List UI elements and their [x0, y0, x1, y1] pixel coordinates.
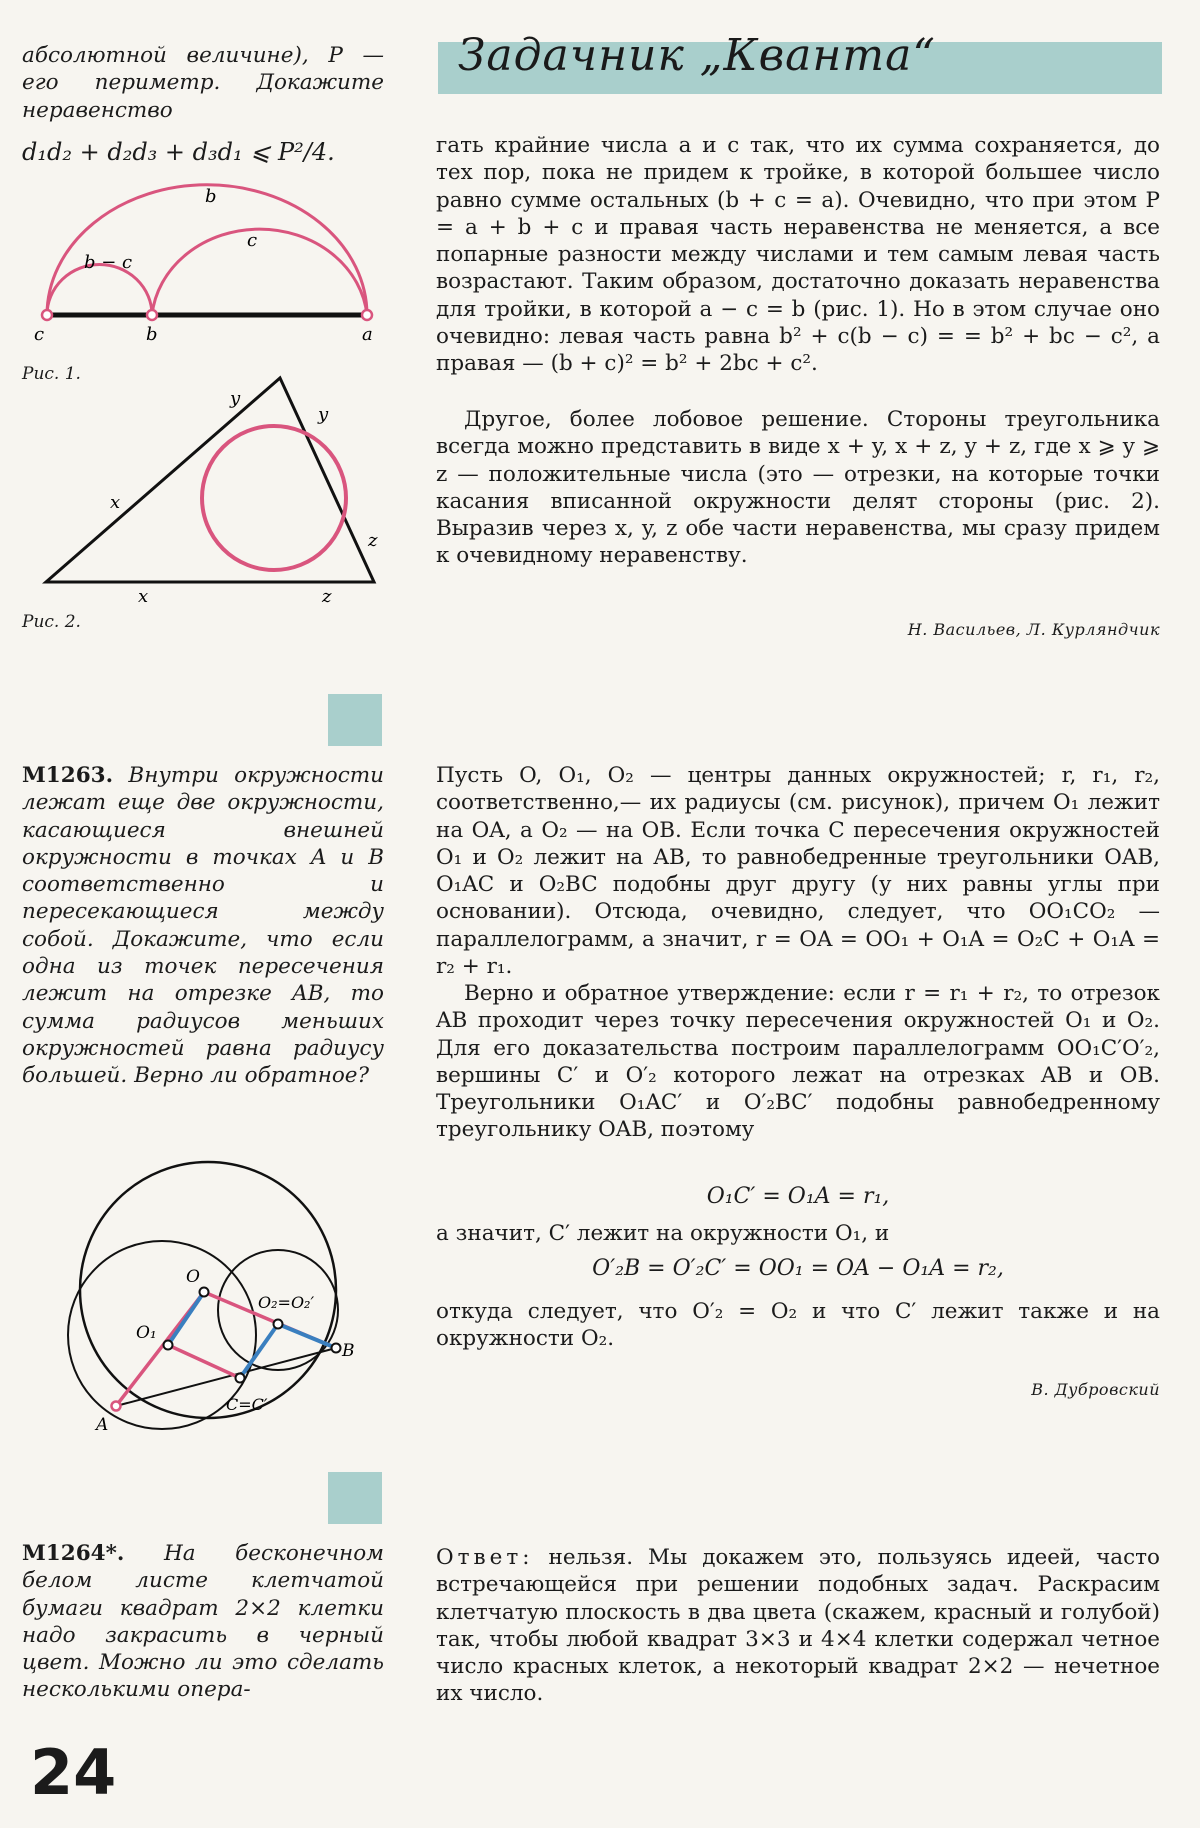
fig2-caption: Рис. 2. [22, 612, 81, 632]
point-b [147, 310, 157, 320]
m1263-formula-2: O′₂B = O′₂C′ = OO₁ = OA − O₁A = r₂, [592, 1256, 1004, 1281]
answer-label: Ответ: [436, 1545, 534, 1570]
m1264-id: М1264*. [22, 1541, 125, 1566]
label-x1: x [110, 492, 121, 513]
inequality: d₁d₂ + d₂d₃ + d₃d₁ ⩽ P²/4. [22, 138, 335, 166]
label-z2: z [322, 586, 332, 607]
sol1-paragraph-2: Другое, более лобовое решение. Стороны треугольника всегда можно представить в виде x + y, x + z, y + z, где x ⩾ y ⩾ z — положительные числа (это — отрезки, на которые точки касания вписанной окружности делят стороны (рис. 2). Выразив через x, y, z обе части неравенства, мы сразу придем к очевидному неравенству. [436, 407, 1160, 569]
label-C: C=C′ [226, 1395, 268, 1414]
point-O [200, 1288, 209, 1297]
m1263-problem [22, 762, 384, 1090]
point-O1 [164, 1341, 173, 1350]
point-B [332, 1344, 341, 1353]
m1263-figure [40, 1160, 370, 1440]
figure-1 [22, 180, 384, 360]
figure-2 [22, 370, 384, 610]
label-O2: O₂=O₂′ [258, 1293, 315, 1312]
fig1-caption: Рис. 1. [22, 364, 81, 384]
section-marker [328, 694, 382, 746]
incircle [202, 426, 346, 570]
label-c-arc: c [247, 230, 258, 251]
label-c-pt: c [34, 324, 45, 345]
label-z1: z [368, 530, 378, 551]
m1263-formula-1: O₁C′ = O₁A = r₁, [706, 1184, 890, 1209]
m1263-paragraph-3: а значит, C′ лежит на окружности O₁, и [436, 1221, 890, 1246]
m1263-paragraph-2: Верно и обратное утверждение: если r = r₁ + r₂, то отрезок AB проходит через точку пересечения окружностей O₁ и O₂. Для его доказательства построим параллелограмм OO₁C′O′₂, вершины C′ и O′₂ которого лежат на отрезках AB и OB. Треугольники O₁AC′ и O′₂BC′ подобны равнобедренному треугольнику OAB, поэтому [436, 981, 1160, 1143]
arc-c [152, 229, 367, 315]
label-b-top: b [205, 186, 217, 207]
m1263-text: Внутри окружности лежат еще две окружности, касающиеся внешней окружности в точках A и B соответственно и пересекающиеся между собой. Докажите, что если одна из точек пересечения лежит на отрезке AB, то сумма радиусов меньших окружностей равна радиусу большей. Верно ли обратное? [22, 763, 384, 1089]
label-bmc: b − c [84, 252, 133, 273]
label-O1: O₁ [136, 1323, 157, 1343]
sol1-author: Н. Васильев, Л. Курляндчик [907, 620, 1160, 639]
label-A: A [96, 1415, 109, 1435]
segment-oo1 [168, 1292, 204, 1345]
label-O: O [186, 1267, 200, 1287]
m1263-id: М1263. [22, 763, 114, 788]
label-b-pt: b [146, 324, 158, 345]
m1264-problem [22, 1540, 384, 1704]
m1263-paragraph-1: Пусть O, O₁, O₂ — центры данных окружностей; r, r₁, r₂, соответственно,— их радиусы (см. рисунок), причем O₁ лежит на OA, а O₂ — на OB. Если точка C пересечения окружностей O₁ и O₂ лежит на AB, то равнобедренные треугольники OAB, O₁AC и O₂BC подобны друг другу (у них равны углы при основании). Отсюда, очевидно, следует, что OO₁CO₂ — параллелограмм, а значит, r = OA = OO₁ + O₁A = O₂C + O₁A = r₂ + r₁. [436, 763, 1160, 980]
label-x2: x [138, 586, 149, 607]
m1264-answer [436, 1544, 1160, 1708]
point-O2 [274, 1320, 283, 1329]
point-a [362, 310, 372, 320]
answer-text: нельзя. Мы докажем это, пользуясь идеей, часто встречающейся при решении подобных задач. Раскрасим клетчатую плоскость в два цвета (скажем, красный и голубой) так, чтобы любой квадрат 3×3 и 4×4 клетки содержал четное число красных клеток, а некоторый квадрат 2×2 — нечетное их число. [436, 1545, 1160, 1707]
label-y1: y [230, 388, 241, 409]
section-marker-2 [328, 1472, 382, 1524]
page-number: 24 [30, 1736, 117, 1809]
point-C [236, 1374, 245, 1383]
sol1-paragraph-1: гать крайние числа a и c так, что их сумма сохраняется, до тех пор, пока не придем к тройке, в которой большее число равно сумме остальных (b + c = a). Очевидно, что при этом P = a + b + c и правая часть неравенства не меняется, а все попарные разности между числами и тем самым левая часть возрастают. Таким образом, достаточно доказать неравенства для тройки, в которой a − c = b (рис. 1). Но в этом случае оно очевидно: левая часть равна b² + c(b − c) = = b² + bc − c², а правая — (b + c)² = b² + 2bc + c². [436, 133, 1161, 377]
point-A [112, 1402, 121, 1411]
point-c [42, 310, 52, 320]
title-logo: Задачник „Кванта“ [458, 30, 936, 81]
m1263-paragraph-4: откуда следует, что O′₂ = O₂ и что C′ лежит также и на окружности O₂. [436, 1299, 1160, 1352]
segment-o1c [168, 1345, 240, 1378]
label-y2: y [318, 404, 329, 425]
m1264-text: На бесконечном белом листе клетчатой бумаги квадрат 2×2 клетки надо закрасить в черный цвет. Можно ли это сделать несколькими опера- [22, 1541, 384, 1703]
m1263-author: В. Дубровский [1031, 1380, 1160, 1399]
intro-text: абсолютной величине), P — его периметр. Докажите неравенство [22, 43, 384, 123]
label-B: B [342, 1341, 355, 1361]
label-a-pt: a [362, 324, 373, 345]
